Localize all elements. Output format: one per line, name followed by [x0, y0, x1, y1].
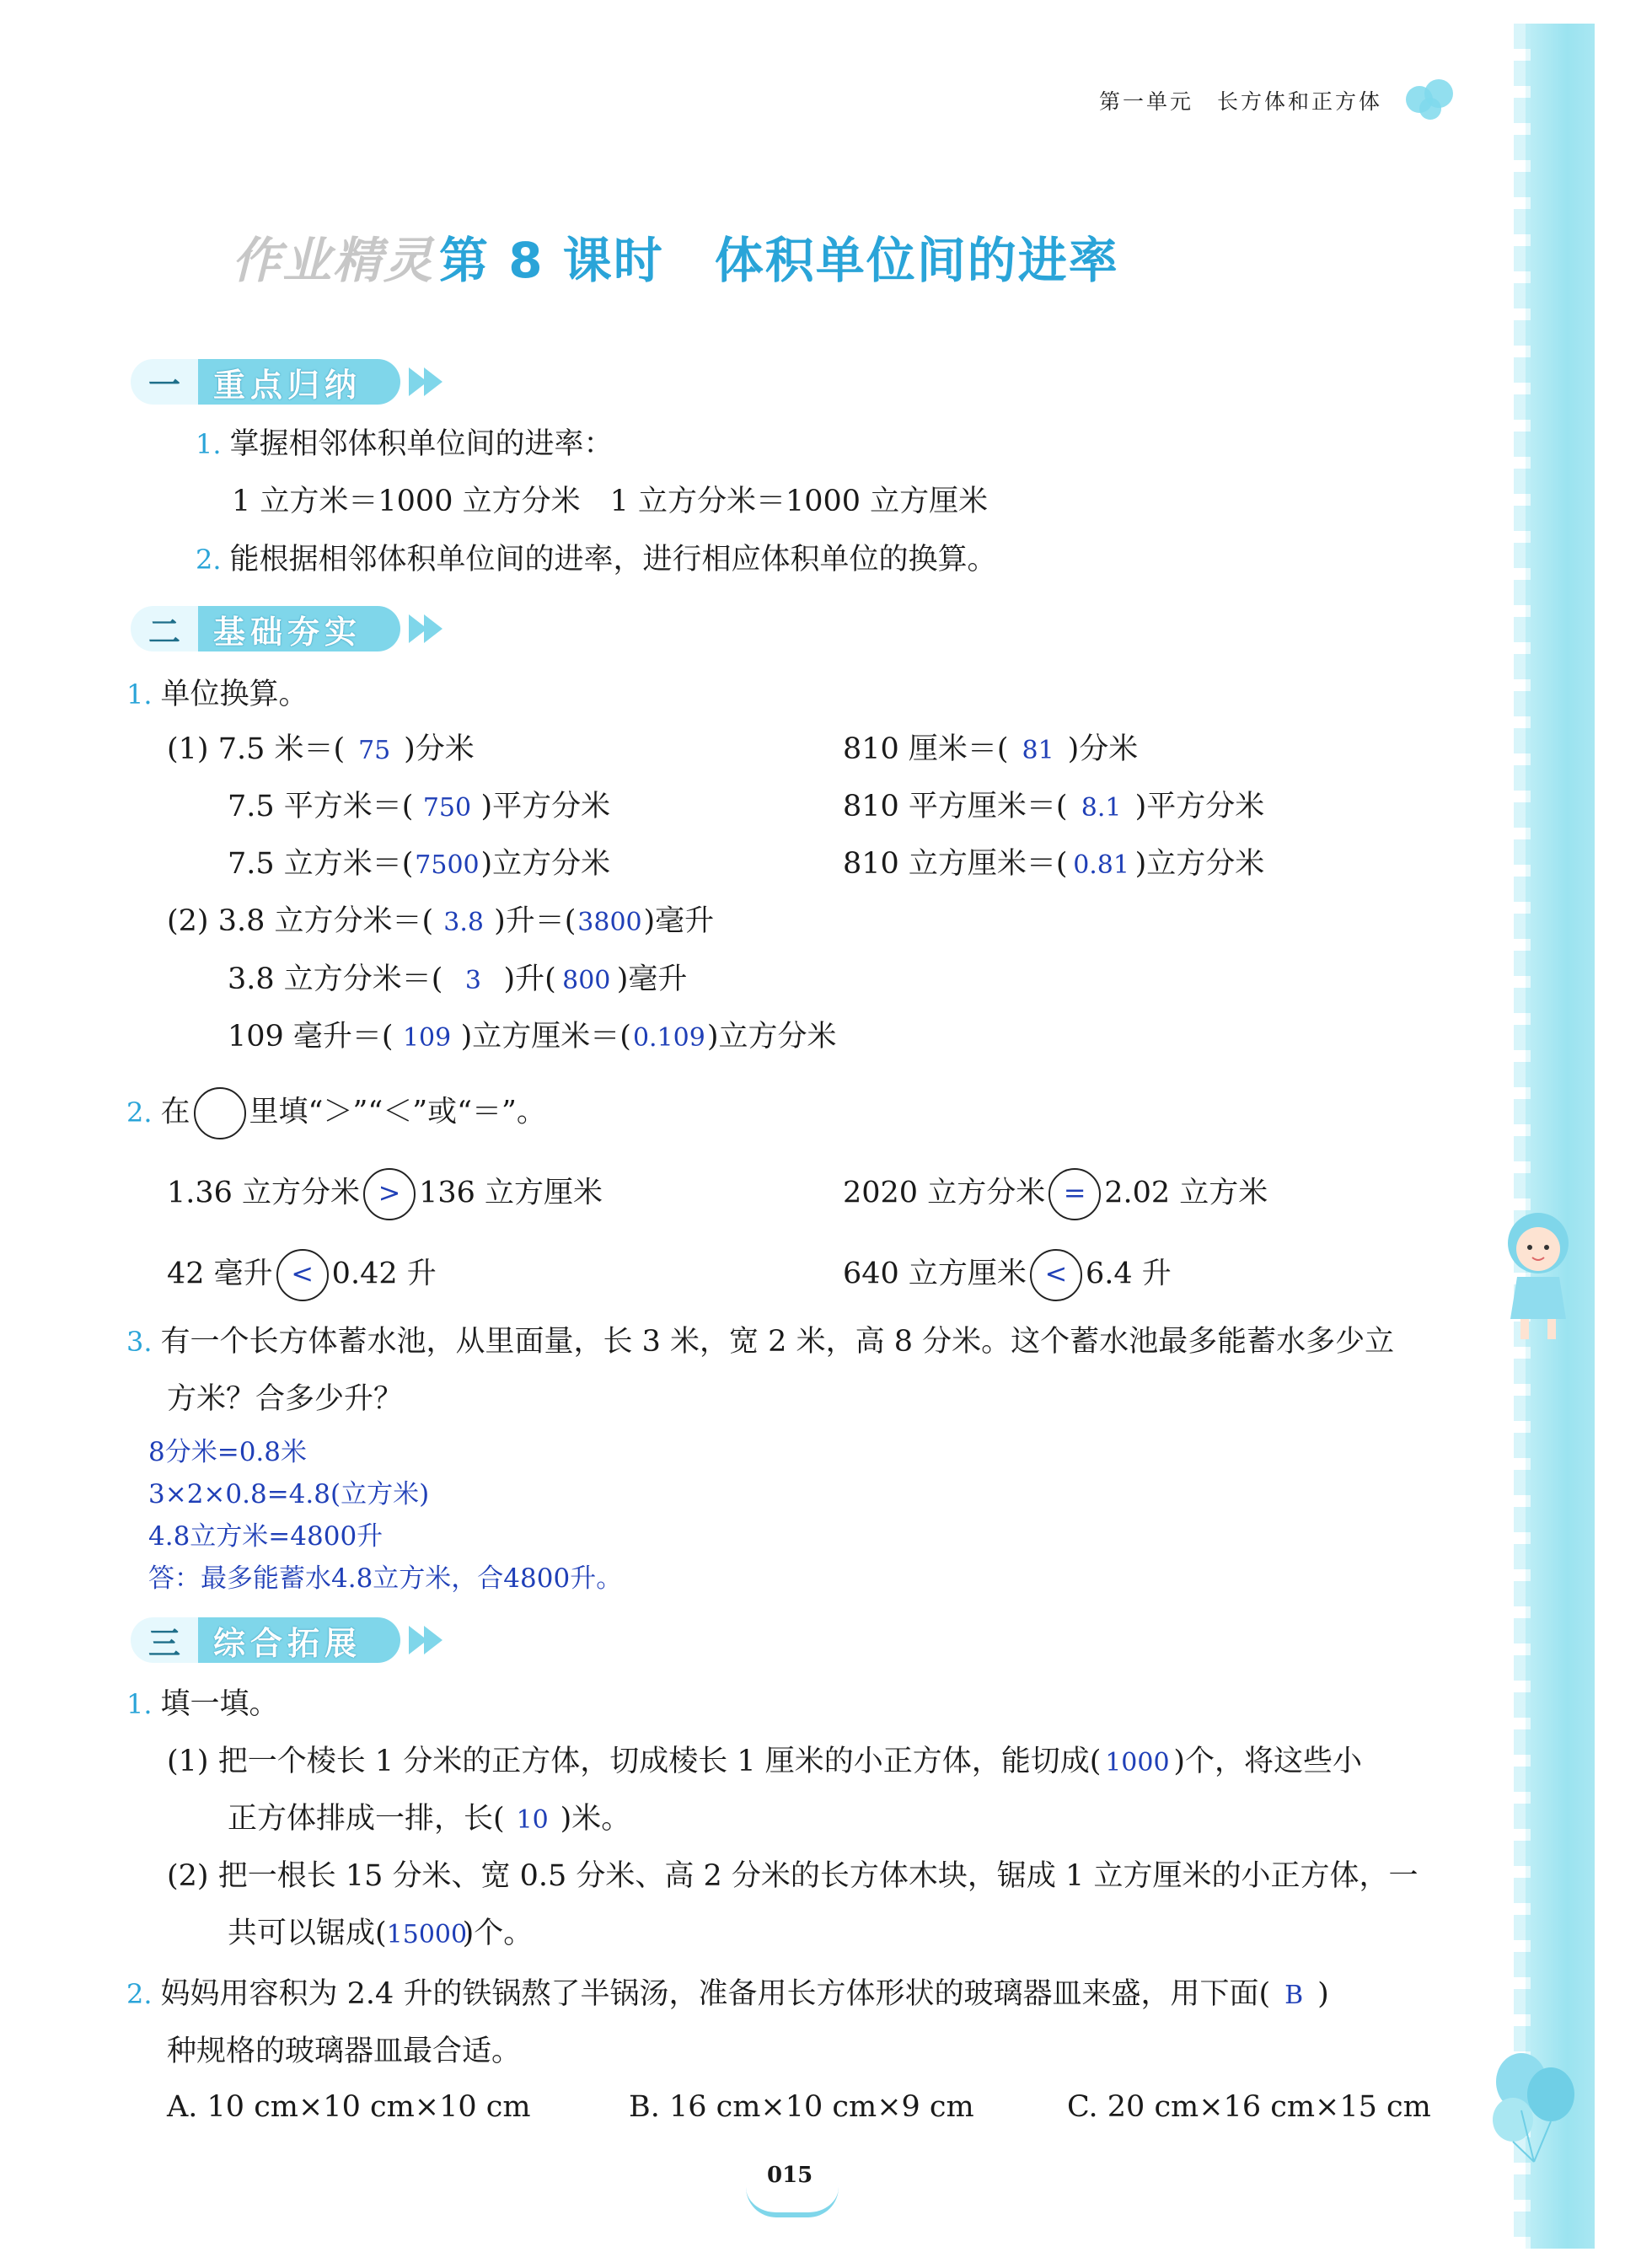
answer-field[interactable]: 10	[516, 1805, 549, 1835]
page-title	[232, 221, 1119, 292]
decorative-strip-edge	[1514, 24, 1531, 2249]
unit-label: 第一单元	[1098, 89, 1193, 114]
section-label: 综合拓展	[213, 1624, 362, 1662]
empty-circle-icon	[194, 1087, 246, 1139]
balloons-icon	[1483, 2048, 1585, 2166]
handwritten-work-line: 4.8立方米=4800升	[148, 1521, 383, 1552]
section-header-key-points	[131, 358, 442, 405]
conversion-row-5: 3.8 立方分米＝( 3 )升( 800 )毫升	[228, 961, 687, 1000]
answer-field[interactable]: 3	[464, 966, 481, 995]
handwritten-work-line: 8分米=0.8米	[148, 1437, 307, 1467]
key-point-1: 1. 掌握相邻体积单位间的进率：	[196, 427, 614, 461]
cartoon-girl-icon	[1492, 1205, 1585, 1348]
decorative-side-strip	[1526, 24, 1595, 2249]
section-number: 一	[147, 366, 180, 404]
option-a: A. 10 cm×10 cm×10 cm	[167, 2090, 531, 2124]
extend-q1-part2: (2) 把一根长 15 分米、宽 0.5 分米、高 2 分米的长方体木块，锯成 1 立方厘米的小正方体，一	[167, 1859, 1419, 1893]
answer-field[interactable]: 3800	[577, 908, 642, 937]
answer-field[interactable]: 15000	[386, 1920, 468, 1949]
conversion-row-4: (2) 3.8 立方分米＝( 3.8 )升＝(3800)毫升	[167, 903, 714, 941]
lesson-number: 第 8 课时	[439, 232, 664, 289]
extend-q1-part1-cont: 正方体排成一排，长( 10 )米。	[228, 1800, 630, 1839]
extend-q1-part1: (1) 把一个棱长 1 分米的正方体，切成棱长 1 厘米的小正方体，能切成( 1000 )个，将这些小	[167, 1743, 1362, 1782]
compare-row-1: 1.36 立方分米 > 136 立方厘米	[167, 1168, 603, 1220]
conversion-row-1a: (1) 7.5 米＝( 75 )分米	[167, 731, 475, 769]
question-3-prompt-cont: 方米？合多少升？	[167, 1382, 404, 1416]
balloon-icon	[1406, 79, 1456, 121]
section-label: 重点归纳	[213, 366, 362, 404]
section-number: 二	[147, 613, 180, 651]
lesson-name: 体积单位间的进率	[714, 232, 1119, 289]
answer-field[interactable]: 800	[562, 966, 611, 995]
conversion-row-3b: 810 立方厘米＝( 0.81 )立方分米	[843, 845, 1264, 884]
answer-field[interactable]: 750	[422, 793, 472, 823]
double-arrow-icon	[409, 367, 439, 396]
extend-question-2-prompt: 2. 妈妈用容积为 2.4 升的铁锅熬了半锅汤，准备用长方体形状的玻璃器皿来盛，用下面( B )	[126, 1976, 1329, 2014]
question-1-prompt: 1. 单位换算。	[126, 678, 308, 711]
answer-field[interactable]: 0.81	[1073, 850, 1129, 880]
compare-answer-circle[interactable]: <	[1030, 1249, 1082, 1301]
conversion-row-2b: 810 平方厘米＝( 8.1 )平方分米	[843, 788, 1264, 827]
answer-field[interactable]: 81	[1022, 736, 1054, 765]
conversion-row-2a: 7.5 平方米＝( 750 )平方分米	[228, 788, 610, 827]
key-point-1-detail: 1 立方米＝1000 立方分米 1 立方分米＝1000 立方厘米	[232, 485, 989, 518]
extend-question-2-cont: 种规格的玻璃器皿最合适。	[167, 2035, 522, 2068]
conversion-row-1b: 810 厘米＝( 81 )分米	[843, 731, 1138, 769]
watermark-text: 作业精灵	[232, 232, 435, 289]
compare-answer-circle[interactable]: =	[1048, 1168, 1101, 1220]
question-2-prompt: 2. 在 里填“＞”“＜”或“＝”。	[126, 1087, 546, 1139]
compare-row-3: 42 毫升 < 0.42 升	[167, 1249, 437, 1301]
conversion-row-6: 109 毫升＝( 109 )立方厘米＝(0.109)立方分米	[228, 1018, 837, 1057]
question-3-prompt: 3. 有一个长方体蓄水池，从里面量，长 3 米，宽 2 米，高 8 分米。这个蓄水池最多能蓄水多少立	[126, 1325, 1395, 1359]
compare-row-2: 2020 立方分米 = 2.02 立方米	[843, 1168, 1268, 1220]
conversion-row-3a: 7.5 立方米＝(7500)立方分米	[228, 845, 610, 884]
section-label: 基础夯实	[213, 613, 362, 651]
answer-field[interactable]: 7500	[415, 850, 480, 880]
answer-field[interactable]: 1000	[1105, 1748, 1170, 1777]
answer-field[interactable]: 75	[358, 736, 391, 765]
compare-answer-circle[interactable]: <	[276, 1249, 329, 1301]
answer-field[interactable]: 8.1	[1081, 793, 1122, 823]
double-arrow-icon	[409, 1626, 439, 1654]
compare-row-4: 640 立方厘米 < 6.4 升	[843, 1249, 1172, 1301]
section-number: 三	[147, 1624, 180, 1662]
double-arrow-icon	[409, 614, 439, 643]
handwritten-work-line: 3×2×0.8=4.8(立方米)	[148, 1479, 430, 1509]
answer-field[interactable]: 3.8	[443, 908, 485, 937]
option-b: B. 16 cm×10 cm×9 cm	[629, 2090, 974, 2124]
page-number: 015	[767, 2163, 813, 2188]
answer-field[interactable]: 0.109	[632, 1023, 705, 1053]
section-header-extension	[131, 1617, 442, 1664]
answer-field[interactable]: 109	[402, 1023, 452, 1053]
handwritten-answer: 答：最多能蓄水4.8立方米，合4800升。	[148, 1563, 623, 1594]
option-c: C. 20 cm×16 cm×15 cm	[1067, 2090, 1431, 2124]
compare-answer-circle[interactable]: >	[363, 1168, 416, 1220]
running-header	[1099, 79, 1456, 121]
key-point-2: 2. 能根据相邻体积单位间的进率，进行相应体积单位的换算。	[196, 543, 997, 576]
extend-question-1-prompt: 1. 填一填。	[126, 1687, 279, 1721]
page-number-decoration	[746, 2187, 839, 2217]
extend-q1-part2-cont: 共可以锯成(15000)个。	[228, 1915, 533, 1954]
answer-field[interactable]: B	[1284, 1981, 1304, 2010]
topic-label: 长方体和正方体	[1216, 89, 1382, 114]
section-header-basics	[131, 605, 442, 652]
